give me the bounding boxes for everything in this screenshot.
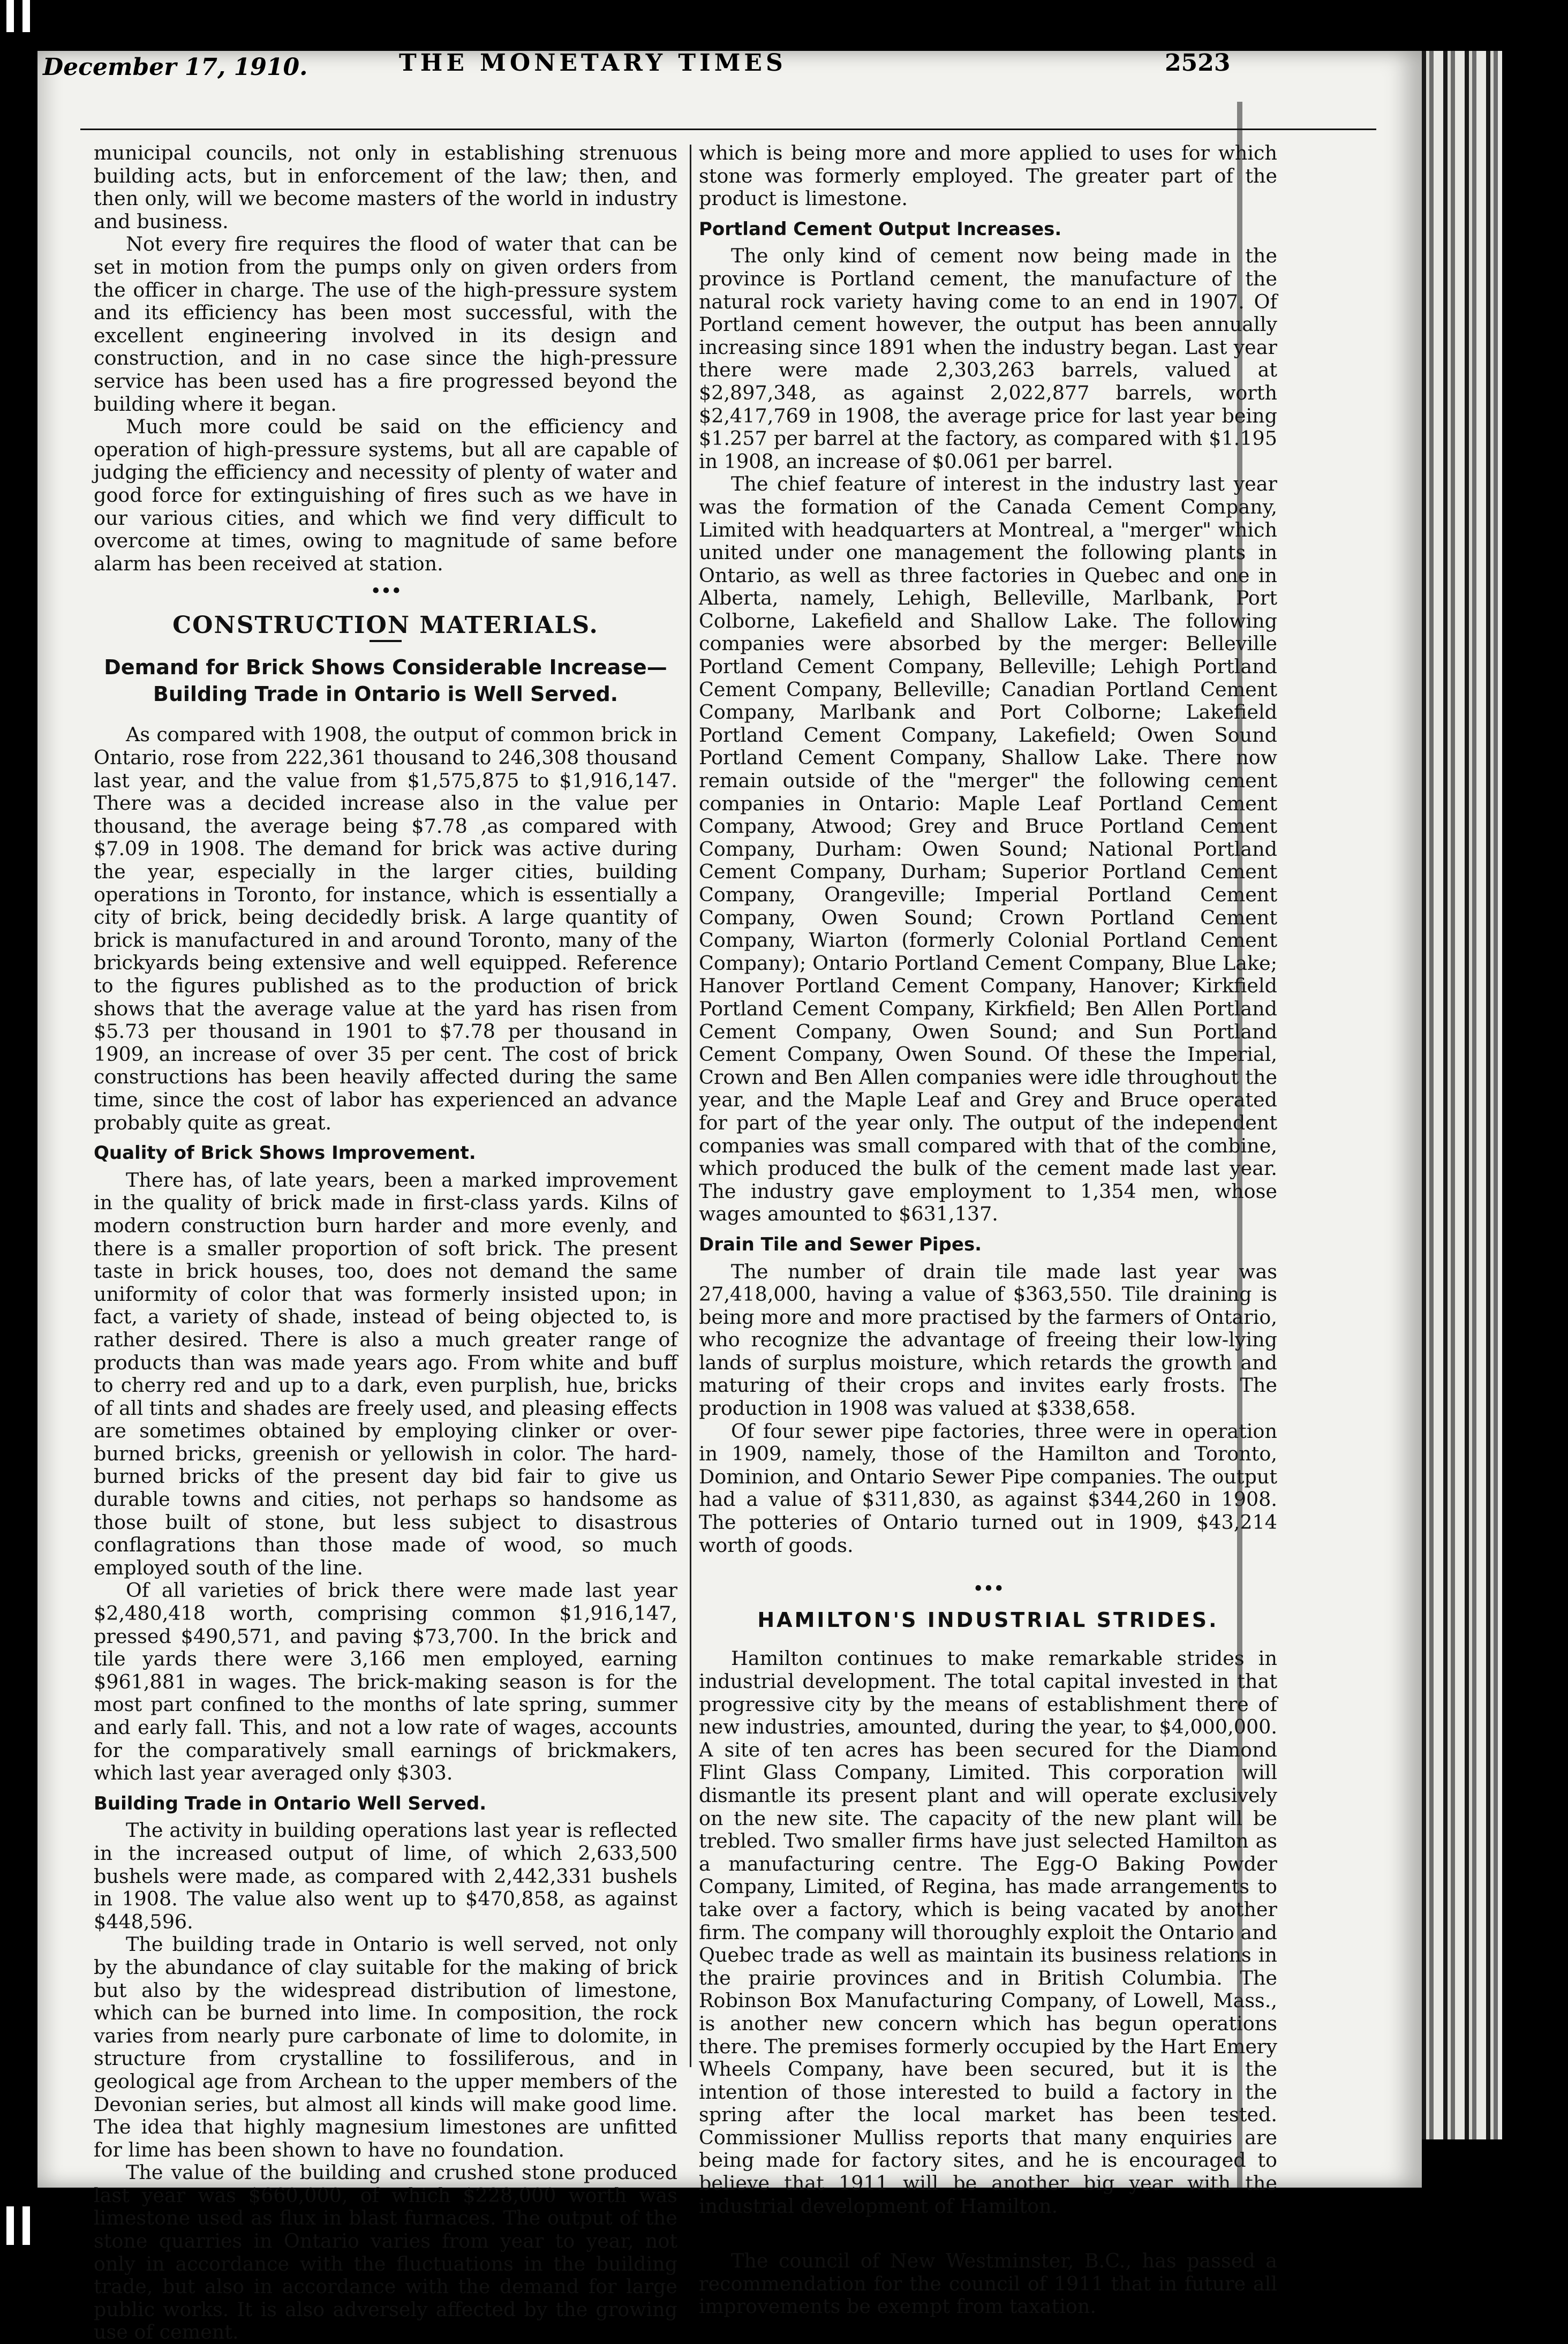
paragraph: The value of the building and crushed stone produced last year was $660,000, of which $228,000 worth was limestone used as flux in blast furnaces. The output of the stone quarries in Ontario varies from year to year, not only in accordance with the fluctuations in the building trade, but also in accordance with the demand for large public works. It is also adversely affected by the growing use of cement. [94,2161,677,2344]
page-header [80,80,1376,130]
paragraph: The activity in building operations last year is reflected in the increased output of lime, of which 2,633,500 bushels were made, as compared with 2,442,331 bushels in 1908. The value also went up to $470,858, as against $448,596. [94,1819,677,1933]
paragraph: The building trade in Ontario is well served, not only by the abundance of clay suitable for the making of brick but also by the widespread distribution of limestone, which can be burned into lime. In composition, the rock varies from nearly pure carbonate of lime to dolomite, in structure from crystalline to fossiliferous, and in geological age from Archean to the upper members of the Devonian series, but almost all kinds will make good lime. The idea that highly magnesium limestones are unfitted for lime has been shown to have no foundation. [94,1933,677,2161]
paragraph: Hamilton continues to make remarkable strides in industrial development. The total capital invested in that progressive city by the means of establishment there of new industries, amounted, during the year, to $4,000,000. A site of ten acres has been secured for the Diamond Flint Glass Company, Limited. This corporation will dismantle its present plant and will operate exclusively on the new site. The capacity of the new plant will be trebled. Two smaller firms have just selected Hamilton as a manufacturing centre. The Egg-O Baking Powder Company, Limited, of Regina, has made arrangements to take over a factory, which is being vacated by another firm. The company will thoroughly exploit the Ontario and Quebec trade as well as maintain its business relations in the prairie provinces and in British Columbia. The Robinson Box Manufacturing Company, of Lowell, Mass., is another new concern which has begun operations there. The premises formerly occupied by the Hart Emery Wheels Company, have been secured, but it is the intention of those interested to build a factory in the spring after the local market has been tested. Commissioner Mulliss reports that many enquiries are being made for factory sites, and he is encouraged to believe that 1911 will be another big year with the industrial development of Hamilton. [699,1647,1277,2218]
subheading-drain: Drain Tile and Sewer Pipes. [699,1233,982,1255]
publication-title: THE MONETARY TIMES [399,49,787,77]
right-column [699,142,1277,2318]
paragraph: There has, of late years, been a marked improvement in the quality of brick made in first-class yards. Kilns of modern construction burn harder and more evenly, and there is a smaller proportion of soft brick. The present taste in brick houses, too, does not demand the same uniformity of color that was formerly insisted upon; in fact, a variety of shade, instead of being objected to, is rather desired. There is also a much greater range of products than was made years ago. From white and buff to cherry red and up to a dark, even purplish, hue, bricks of all tints and shades are freely used, and pleasing effects are sometimes obtained by employing clinker or over-burned bricks, greenish or yellowish in color. The hard-burned bricks of the present day bid fair to give us durable towns and cities, not perhaps so handsome as those built of stone, but less subject to disastrous conflagrations than those made of wood, so much employed south of the line. [94,1168,677,1579]
subheading-portland: Portland Cement Output Increases. [699,218,1062,240]
paragraph: Of four sewer pipe factories, three were in operation in 1909, namely, those of the Hamilton and Toronto, Dominion, and Ontario Sewer Pipe companies. The output had a value of $311,830, as against $344,260 in 1908. The potteries of Ontario turned out in 1909, $43,214 worth of goods. [699,1419,1277,1557]
subheading-quality: Quality of Brick Shows Improvement. [94,1142,476,1164]
title-rule [370,640,402,642]
film-edge-mark [6,0,14,32]
section-title: CONSTRUCTION MATERIALS. [172,611,599,639]
paragraph: Not every fire requires the flood of water that can be set in motion from the pumps only on given orders from the officer in charge. The use of the high-pressure system and its efficiency has been most successful, with the excellent engineering involved in its design and construction, and in no case since the high-pressure service has been used has a fire progressed beyond the building where it began. [94,232,677,416]
paragraph: municipal councils, not only in establishing strenuous building acts, but in enforcement of the law; then, and then only, will we become masters of the world in industry and business. [94,141,677,233]
paragraph: The council of New Westminster, B.C., has passed a recommendation for the council of 1911 that in future all improvements be exempt from taxation. [699,2249,1277,2318]
article-headline: Demand for Brick Shows Considerable Increase— Building Trade in Ontario is Well Served. [104,655,667,706]
subheading-building: Building Trade in Ontario Well Served. [94,1792,487,1814]
ornament-divider: ••• [370,581,401,603]
book-spine [1422,51,1502,2139]
ornament-divider: ••• [973,1578,1004,1601]
paragraph: Much more could be said on the efficiency and operation of high-pressure systems, but all are capable of judging the efficiency and necessity of plenty of water and good force for extinguishing of fires such as we have in our various cities, and which we find very difficult to overcome at times, owing to magnitude of same before alarm has been received at station. [94,415,677,575]
header-date: December 17, 1910. [43,54,308,81]
paragraph: The number of drain tile made last year was 27,418,000, having a value of $363,550. Tile draining is being more and more practised by the farmers of Ontario, who recognize the advantage of freeing their low-lying lands of surplus moisture, which retards the growth and maturing of their crops and invites early frosts. The production in 1908 was valued at $338,658. [699,1260,1277,1420]
left-column [94,142,677,2344]
paragraph: As compared with 1908, the output of common brick in Ontario, rose from 222,361 thousand to 246,308 thousand last year, and the value from $1,575,875 to $1,916,147. There was a decided increase also in the value per thousand, the average being $7.78 ,as compared with $7.09 in 1908. The demand for brick was active during the year, especially in the larger cities, building operations in Toronto, for instance, which is essentially a city of brick, being decidedly brisk. A large quantity of brick is manufactured in and around Toronto, many of the brickyards being extensive and well equipped. Reference to the figures published as to the production of brick shows that the average value at the yard has risen from $5.73 per thousand in 1901 to $7.78 per thousand in 1909, an increase of over 35 per cent. The cost of brick constructions has been heavily affected during the same time, since the cost of labor has experienced an advance probably quite as great. [94,723,677,1134]
film-edge-mark [22,0,30,32]
page-number: 2523 [1165,49,1231,77]
film-edge-mark [6,2206,14,2245]
paragraph: which is being more and more applied to uses for which stone was formerly employed. The greater part of the product is limestone. [699,141,1277,210]
column-divider [690,145,691,2067]
paragraph: The only kind of cement now being made in the province is Portland cement, the manufacture of the natural rock variety having come to an end in 1907. Of Portland cement however, the output has been annually increasing since 1891 when the industry began. Last year there were made 2,303,263 barrels, valued at $2,897,348, as against 2,022,877 barrels, worth $2,417,769 in 1908, the average price for last year being $1.257 per barrel at the factory, as compared with $1.195 in 1908, an increase of $0.061 per barrel. [699,244,1277,473]
hamilton-title: HAMILTON'S INDUSTRIAL STRIDES. [757,1608,1219,1632]
film-edge-mark [22,2206,30,2245]
paragraph: Of all varieties of brick there were made last year $2,480,418 worth, comprising common $1,916,147, pressed $490,571, and paving $73,700. In the brick and tile yards there were 3,166 men employed, earning $961,881 in wages. The brick-making season is for the most part confined to the months of late spring, summer and early fall. This, and not a low rate of wages, accounts for the comparatively small earnings of brickmakers, which last year averaged only $303. [94,1579,677,1785]
paragraph: The chief feature of interest in the industry last year was the formation of the Canada Cement Company, Limited with headquarters at Montreal, a "merger" which united under one management the following plants in Ontario, as well as three factories in Quebec and one in Alberta, namely, Lehigh, Belleville, Marlbank, Port Colborne, Lakefield and Shallow Lake. The following companies were absorbed by the merger: Belleville Portland Cement Company, Belleville; Lehigh Portland Cement Company, Belleville; Canadian Portland Cement Company, Marlbank and Port Colborne; Lakefield Portland Cement Company, Lakefield; Owen Sound Portland Cement Company, Shallow Lake. There now remain outside of the "merger" the following cement companies in Ontario: Maple Leaf Portland Cement Company, Atwood; Grey and Bruce Portland Cement Company, Durham: Owen Sound; National Portland Cement Company, Durham; Superior Portland Cement Company, Orangeville; Imperial Portland Cement Company, Owen Sound; Crown Portland Cement Company, Wiarton (formerly Colonial Portland Cement Company); Ontario Portland Cement Company, Blue Lake; Hanover Portland Cement Company, Hanover; Kirkfield Portland Cement Company, Kirkfield; Ben Allen Portland Cement Company, Owen Sound; and Sun Portland Cement Company, Owen Sound. Of these the Imperial, Crown and Ben Allen companies were idle throughout the year, and the Maple Leaf and Grey and Bruce operated for part of the year only. The output of the independent companies was small compared with that of the combine, which produced the bulk of the cement made last year. The industry gave employment to 1,354 men, whose wages amounted to $631,137. [699,472,1277,1226]
